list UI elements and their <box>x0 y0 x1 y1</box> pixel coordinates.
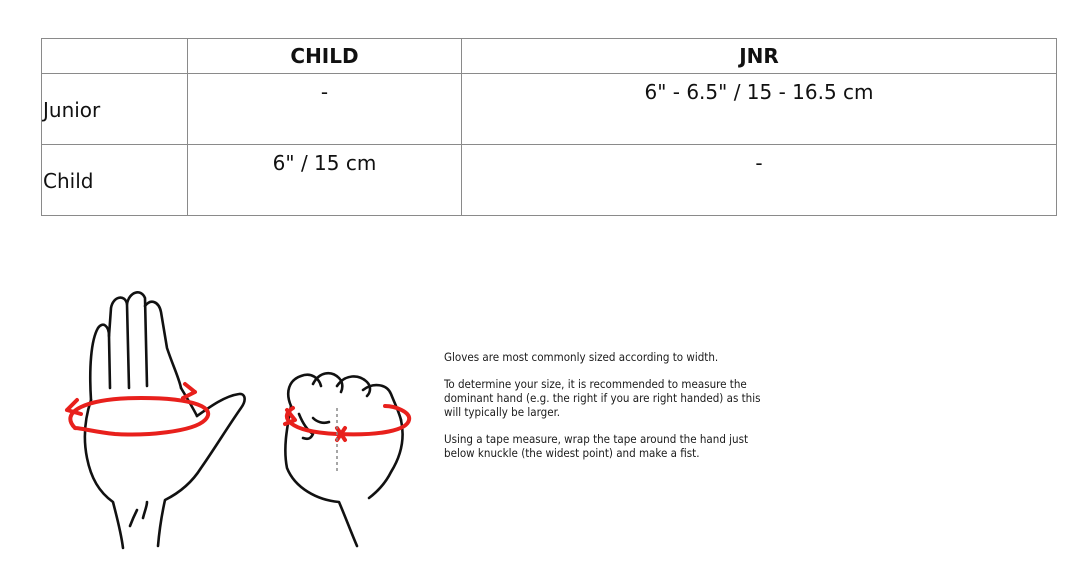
child-size-value: - <box>320 80 329 104</box>
header-jnr: JNR <box>462 39 1057 74</box>
instruction-paragraph: Gloves are most commonly sized according to width. <box>444 350 719 364</box>
hand-measurement-illustration <box>55 288 425 550</box>
instruction-paragraph: Using a tape measure, wrap the tape around the hand just below knuckle (the widest point) and make a fist. <box>444 432 749 460</box>
header-empty <box>42 39 188 74</box>
size-chart-table <box>41 38 1057 216</box>
instruction-paragraph: To determine your size, it is recommended to measure the dominant hand (e.g. the right if you are right handed) as this will typically be larger. <box>444 377 761 419</box>
row-label: Junior <box>43 98 101 122</box>
open-hand-icon <box>85 292 245 548</box>
row-label-cell <box>42 74 188 145</box>
row-label-cell <box>42 145 188 216</box>
row-label: Child <box>43 169 94 193</box>
sizing-instructions <box>444 350 774 473</box>
table-header-row <box>42 39 1057 74</box>
jnr-size-value: - <box>755 151 763 175</box>
jnr-size-cell <box>462 74 1057 145</box>
table-row <box>42 74 1057 145</box>
jnr-size-value: 6" - 6.5" / 15 - 16.5 cm <box>644 80 874 104</box>
fist-icon <box>285 373 402 546</box>
child-size-cell <box>188 145 462 216</box>
table-row <box>42 145 1057 216</box>
child-size-value: 6" / 15 cm <box>272 151 377 175</box>
jnr-size-cell <box>462 145 1057 216</box>
header-child: CHILD <box>188 39 462 74</box>
child-size-cell <box>188 74 462 145</box>
